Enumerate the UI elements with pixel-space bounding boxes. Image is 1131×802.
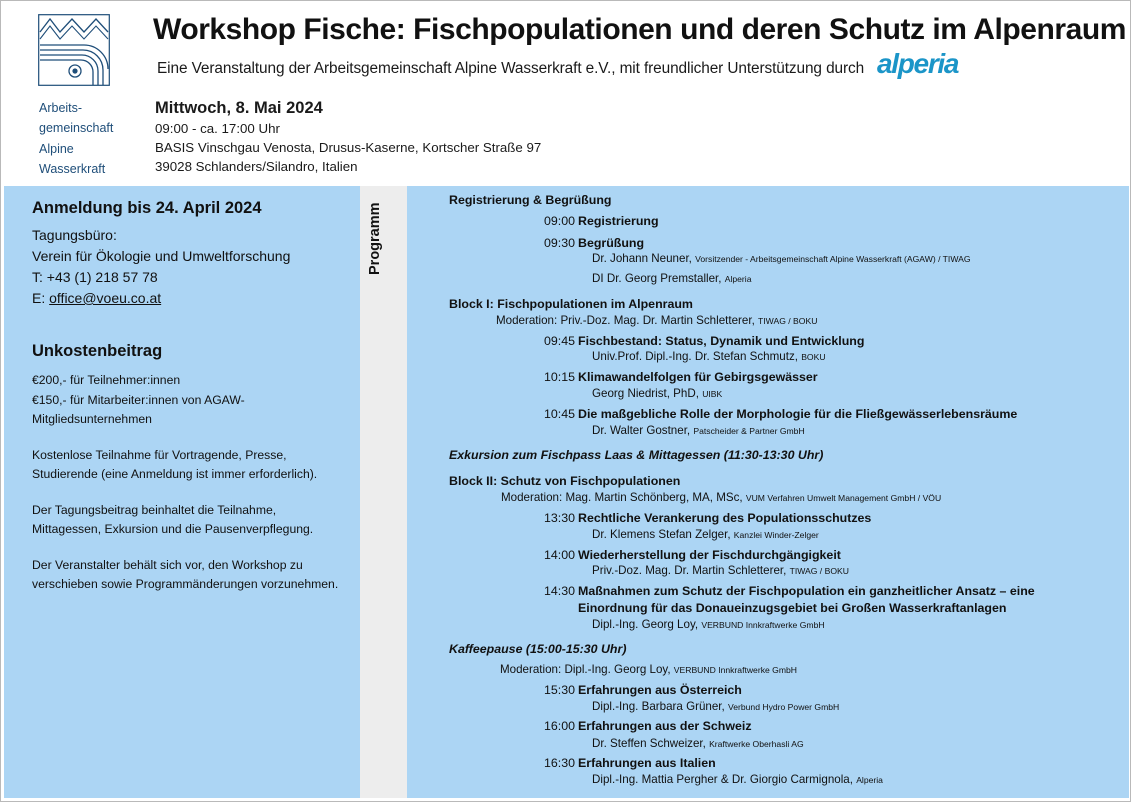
moderator-name: Moderation: Dipl.-Ing. Georg Loy, xyxy=(500,663,674,676)
speaker-name: Univ.Prof. Dipl.-Ing. Dr. Stefan Schmutz, xyxy=(592,350,802,363)
agenda-item xyxy=(544,548,841,562)
speaker-affiliation: Vorsitzender - Arbeitsgemeinschaft Alpine Wasserkraft (AGAW) / TIWAG xyxy=(695,254,971,264)
session-time: 10:45 xyxy=(544,407,576,421)
speaker-affiliation: Kanzlei Winder-Zelger xyxy=(733,530,819,540)
fee-line: Mitgliedsunternehmen xyxy=(32,412,152,426)
section-heading: Block I: Fischpopulationen im Alpenraum xyxy=(449,297,693,311)
agaw-logo-icon xyxy=(38,14,110,86)
speaker-name: Dr. Klemens Stefan Zelger, xyxy=(592,528,734,541)
agenda-item xyxy=(544,683,742,697)
speaker-name: DI Dr. Georg Premstaller, xyxy=(592,272,725,285)
speaker-affiliation: Verbund Hydro Power GmbH xyxy=(727,702,840,712)
speaker-name: Georg Niedrist, PhD, xyxy=(592,387,703,400)
session-time: 14:00 xyxy=(544,548,576,562)
speaker-name: Dr. Johann Neuner, xyxy=(592,252,696,265)
speaker xyxy=(592,528,819,541)
speaker-affiliation: TIWAG / BOKU xyxy=(789,566,849,576)
agenda-item xyxy=(544,511,871,525)
speaker-name: Dr. Walter Gostner, xyxy=(592,424,694,437)
speaker xyxy=(592,387,722,400)
speaker-name: Dipl.-Ing. Georg Loy, xyxy=(592,618,702,631)
program-strip xyxy=(360,186,407,798)
agenda-item xyxy=(544,370,818,384)
moderation xyxy=(496,314,817,327)
coffee-break-heading: Kaffeepause (15:00-15:30 Uhr) xyxy=(449,642,627,656)
text-line: Der Veranstalter behält sich vor, den Workshop zu xyxy=(32,557,303,572)
speaker xyxy=(592,424,805,437)
email-link[interactable]: office@voeu.co.at xyxy=(49,290,162,306)
email-prefix: E: xyxy=(32,290,50,306)
registration-contact xyxy=(32,225,354,309)
moderator-affiliation: VERBUND Innkraftwerke GmbH xyxy=(673,665,797,675)
speaker xyxy=(592,700,839,713)
moderator-affiliation: VUM Verfahren Umwelt Management GmbH / VÖU xyxy=(745,493,942,503)
speaker xyxy=(592,252,971,265)
session-title: Fischbestand: Status, Dynamik und Entwicklung xyxy=(578,334,865,348)
session-time: 13:30 xyxy=(544,511,576,525)
speaker xyxy=(592,564,849,577)
section-heading: Block II: Schutz von Fischpopulationen xyxy=(449,474,681,488)
text-line: Der Tagungsbeitrag beinhaltet die Teilnahme, xyxy=(32,502,277,517)
speaker-affiliation: Patscheider & Partner GmbH xyxy=(693,426,805,436)
page-subtitle: Eine Veranstaltung der Arbeitsgemeinschaft Alpine Wasserkraft e.V., mit freundlicher Unterstützung durch xyxy=(157,60,865,77)
organization-name xyxy=(39,98,113,179)
agenda-item xyxy=(544,719,752,733)
session-title: Begrüßung xyxy=(578,236,645,250)
org-line: Alpine xyxy=(39,141,74,156)
session-time: 09:30 xyxy=(544,236,576,250)
speaker xyxy=(592,272,752,285)
session-title: Die maßgebliche Rolle der Morphologie für die Fließgewässerlebensräume xyxy=(578,407,1018,421)
session-title-continued: Einordnung für das Donaueinzugsgebiet bei Großen Wasserkraftanlagen xyxy=(578,601,1007,615)
text-line: Studierende (eine Anmeldung ist immer erforderlich). xyxy=(32,467,318,481)
speaker-affiliation: UIBK xyxy=(702,389,723,399)
session-title: Rechtliche Verankerung des Populationsschutzes xyxy=(578,511,872,525)
moderation xyxy=(500,663,797,676)
event-date: Mittwoch, 8. Mai 2024 xyxy=(155,99,323,117)
event-time: 09:00 - ca. 17:00 Uhr xyxy=(155,121,280,136)
excursion-heading: Exkursion zum Fischpass Laas & Mittagessen (11:30-13:30 Uhr) xyxy=(449,448,824,462)
speaker-affiliation: VERBUND Innkraftwerke GmbH xyxy=(701,620,825,630)
event-address: 39028 Schlanders/Silandro, Italien xyxy=(155,159,358,174)
session-time: 09:00 xyxy=(544,214,576,228)
moderation xyxy=(501,491,941,504)
speaker-name: Dipl.-Ing. Barbara Grüner, xyxy=(592,700,728,713)
speaker-affiliation: Alperia xyxy=(724,274,752,284)
speaker-affiliation: Kraftwerke Oberhasli AG xyxy=(709,739,804,749)
fee-line: €150,- für Mitarbeiter:innen von AGAW- xyxy=(32,392,245,407)
agenda-item xyxy=(544,584,1035,598)
speaker-name: Dr. Steffen Schweizer, xyxy=(592,737,710,750)
session-title: Klimawandelfolgen für Gebirgsgewässer xyxy=(578,370,818,384)
speaker xyxy=(592,350,826,363)
speaker xyxy=(592,737,804,750)
agenda-item xyxy=(544,756,716,770)
agenda-panel xyxy=(407,186,1129,798)
moderator-affiliation: TIWAG / BOKU xyxy=(758,316,818,326)
moderator-name: Moderation: Priv.-Doz. Mag. Dr. Martin Schletterer, xyxy=(496,314,759,327)
session-title: Erfahrungen aus der Schweiz xyxy=(578,719,752,733)
org-line: Arbeits- xyxy=(39,101,83,115)
office-label: Tagungsbüro: xyxy=(32,227,117,243)
session-time: 14:30 xyxy=(544,584,576,598)
speaker xyxy=(592,618,825,631)
speaker-name: Dipl.-Ing. Mattia Pergher & Dr. Giorgio Carmignola, xyxy=(592,773,857,786)
speaker-name: Priv.-Doz. Mag. Dr. Martin Schletterer, xyxy=(592,564,790,577)
session-title: Wiederherstellung der Fischdurchgängigkeit xyxy=(578,548,841,562)
session-title: Maßnahmen zum Schutz der Fischpopulation ein ganzheitlicher Ansatz – eine xyxy=(578,584,1035,598)
speaker xyxy=(592,773,883,786)
fees-paragraph xyxy=(32,371,354,430)
fee-includes-paragraph xyxy=(32,501,354,540)
session-time: 10:15 xyxy=(544,370,576,384)
disclaimer-paragraph xyxy=(32,556,354,595)
event-details xyxy=(155,97,541,176)
program-label: Programm xyxy=(367,202,383,275)
session-time: 09:45 xyxy=(544,334,576,348)
text-line: Mittagessen, Exkursion und die Pausenverpflegung. xyxy=(32,522,314,536)
moderator-name: Moderation: Mag. Martin Schönberg, MA, MSc, xyxy=(501,491,746,504)
session-time: 16:00 xyxy=(544,719,576,733)
page-title: Workshop Fische: Fischpopulationen und deren Schutz im Alpenraum xyxy=(153,13,1126,46)
free-participation-paragraph xyxy=(32,446,354,485)
alperia-logo: alperia xyxy=(877,48,959,79)
text-line: verschieben sowie Programmänderungen vorzunehmen. xyxy=(32,577,339,591)
session-title: Registrierung xyxy=(578,214,659,228)
session-title: Erfahrungen aus Italien xyxy=(578,756,716,770)
speaker-affiliation: Alperia xyxy=(856,775,883,785)
fee-line: €200,- für Teilnehmer:innen xyxy=(32,373,181,387)
info-panel xyxy=(4,186,360,798)
office-phone: T: +43 (1) 218 57 78 xyxy=(32,269,158,285)
agenda-item xyxy=(544,334,864,348)
text-line: Kostenlose Teilnahme für Vortragende, Presse, xyxy=(32,447,287,462)
agenda-item xyxy=(544,214,659,228)
costs-heading: Unkostenbeitrag xyxy=(32,342,163,360)
session-title: Erfahrungen aus Österreich xyxy=(578,683,742,697)
office-email-row xyxy=(32,288,354,309)
section-heading: Registrierung & Begrüßung xyxy=(449,193,612,207)
agenda-item xyxy=(544,407,1017,421)
session-time: 15:30 xyxy=(544,683,576,697)
org-line: Wasserkraft xyxy=(39,161,106,176)
speaker-affiliation: BOKU xyxy=(801,352,826,362)
agenda-item xyxy=(544,236,644,250)
event-venue: BASIS Vinschgau Venosta, Drusus-Kaserne, Kortscher Straße 97 xyxy=(155,140,542,155)
session-time: 16:30 xyxy=(544,756,576,770)
registration-heading: Anmeldung bis 24. April 2024 xyxy=(32,199,262,217)
org-line: gemeinschaft xyxy=(39,121,114,136)
office-name: Verein für Ökologie und Umweltforschung xyxy=(32,248,291,264)
